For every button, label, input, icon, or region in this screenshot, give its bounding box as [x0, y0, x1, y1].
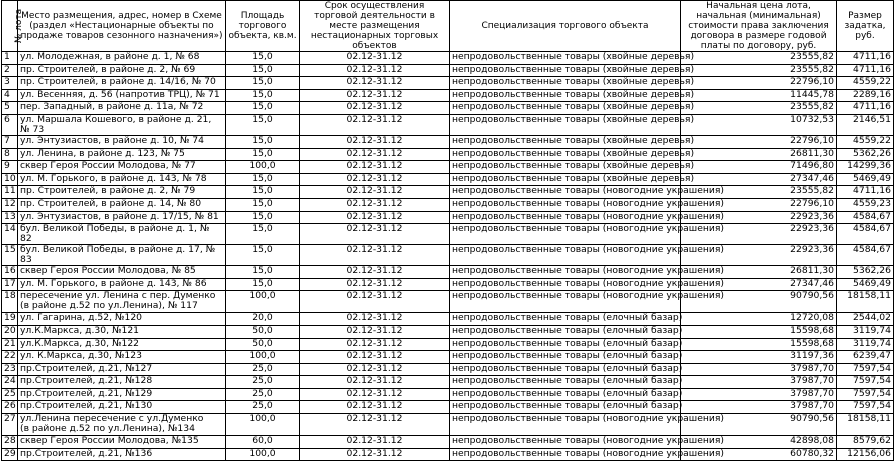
specialization-cell: непродовольственные товары (новогодние украшения) [450, 266, 681, 279]
start-price-cell: 37987,70 [681, 388, 837, 401]
deposit-cell: 2544,02 [837, 313, 894, 326]
specialization-cell: непродовольственные товары (елочный базар) [450, 388, 681, 401]
deposit-cell: 5469,49 [837, 173, 894, 186]
start-price-cell: 26811,30 [681, 148, 837, 161]
area-cell: 15,0 [226, 135, 300, 148]
specialization-cell: непродовольственные товары (новогодние украшения) [450, 278, 681, 291]
start-price-cell: 26811,30 [681, 266, 837, 279]
area-cell: 25,0 [226, 401, 300, 414]
header-start-price: Начальная цена лота, начальная (минимальная) стоимости права заключения договора в размере годовой платы по договору, руб. [681, 1, 837, 52]
start-price-cell: 37987,70 [681, 401, 837, 414]
specialization-cell: непродовольственные товары (новогодние украшения) [450, 186, 681, 199]
address-cell: пр. Строителей, в районе д. 14/16, № 70 [18, 77, 226, 90]
lot-number-cell: 21 [2, 338, 18, 351]
table-row [2, 325, 894, 338]
address-cell: ул. К.Маркса, д.30, №123 [18, 351, 226, 364]
start-price-cell: 31197,36 [681, 351, 837, 364]
start-price-cell: 37987,70 [681, 376, 837, 389]
deposit-cell: 7597,54 [837, 363, 894, 376]
specialization-cell: непродовольственные товары (новогодние украшения) [450, 198, 681, 211]
area-cell: 60,0 [226, 436, 300, 449]
start-price-cell: 60780,32 [681, 448, 837, 461]
table-row [2, 448, 894, 461]
area-cell: 15,0 [226, 52, 300, 65]
deposit-cell: 8579,62 [837, 436, 894, 449]
term-cell: 02.12-31.12 [300, 77, 450, 90]
area-cell: 15,0 [226, 245, 300, 266]
table-row [2, 338, 894, 351]
start-price-cell: 22796,10 [681, 135, 837, 148]
start-price-cell: 22923,36 [681, 211, 837, 224]
area-cell: 50,0 [226, 338, 300, 351]
address-cell: ул. Молодежная, в районе д. 1, № 68 [18, 52, 226, 65]
table-row [2, 313, 894, 326]
lot-number-cell: 13 [2, 211, 18, 224]
address-cell: ул. Весенняя, д. 56 (напротив ТРЦ), № 71 [18, 89, 226, 102]
term-cell: 02.12-31.12 [300, 414, 450, 436]
deposit-cell: 12156,06 [837, 448, 894, 461]
table-row [2, 224, 894, 245]
specialization-cell: непродовольственные товары (хвойные деревья) [450, 135, 681, 148]
start-price-cell: 27347,46 [681, 278, 837, 291]
lot-number-cell: 27 [2, 414, 18, 436]
table-row [2, 278, 894, 291]
start-price-cell: 23555,82 [681, 186, 837, 199]
address-cell: пр.Строителей, д.21, №128 [18, 376, 226, 389]
area-cell: 15,0 [226, 102, 300, 115]
start-price-cell: 12720,08 [681, 313, 837, 326]
table-row [2, 436, 894, 449]
area-cell: 15,0 [226, 186, 300, 199]
deposit-cell: 4584,67 [837, 245, 894, 266]
deposit-cell: 5362,26 [837, 148, 894, 161]
term-cell: 02.12-31.12 [300, 448, 450, 461]
lot-number-cell: 17 [2, 278, 18, 291]
deposit-cell: 4711,16 [837, 102, 894, 115]
table-row [2, 245, 894, 266]
area-cell: 25,0 [226, 376, 300, 389]
address-cell: ул. М. Горького, в районе д. 143, № 78 [18, 173, 226, 186]
term-cell: 02.12-31.12 [300, 325, 450, 338]
deposit-cell: 4584,67 [837, 211, 894, 224]
term-cell: 02.12-31.12 [300, 266, 450, 279]
deposit-cell: 4711,16 [837, 186, 894, 199]
start-price-cell: 90790,56 [681, 291, 837, 313]
area-cell: 100,0 [226, 351, 300, 364]
start-price-cell: 37987,70 [681, 363, 837, 376]
term-cell: 02.12-31.12 [300, 278, 450, 291]
table-row [2, 173, 894, 186]
area-cell: 15,0 [226, 278, 300, 291]
address-cell: бул. Великой Победы, в районе д. 17, № 83 [18, 245, 226, 266]
specialization-cell: непродовольственные товары (елочный базар) [450, 351, 681, 364]
deposit-cell: 4584,67 [837, 224, 894, 245]
table-row [2, 211, 894, 224]
specialization-cell: непродовольственные товары (хвойные деревья) [450, 102, 681, 115]
term-cell: 02.12-31.12 [300, 401, 450, 414]
address-cell: пр.Строителей, д.21, №129 [18, 388, 226, 401]
term-cell: 02.12-31.12 [300, 148, 450, 161]
address-cell: сквер Героя России Молодова, №135 [18, 436, 226, 449]
start-price-cell: 22796,10 [681, 77, 837, 90]
area-cell: 25,0 [226, 363, 300, 376]
area-cell: 100,0 [226, 414, 300, 436]
area-cell: 15,0 [226, 89, 300, 102]
address-cell: ул. Энтузиастов, в районе д. 10, № 74 [18, 135, 226, 148]
term-cell: 02.12-31.12 [300, 291, 450, 313]
deposit-cell: 7597,54 [837, 401, 894, 414]
deposit-cell: 7597,54 [837, 388, 894, 401]
table-row [2, 148, 894, 161]
term-cell: 02.12-31.12 [300, 173, 450, 186]
term-cell: 02.12-31.12 [300, 338, 450, 351]
specialization-cell: непродовольственные товары (новогодние украшения) [450, 414, 681, 436]
table-row [2, 77, 894, 90]
table-row [2, 161, 894, 174]
table-row [2, 388, 894, 401]
deposit-cell: 18158,11 [837, 414, 894, 436]
specialization-cell: непродовольственные товары (новогодние украшения) [450, 245, 681, 266]
specialization-cell: непродовольственные товары (хвойные деревья) [450, 52, 681, 65]
specialization-cell: непродовольственные товары (елочный базар) [450, 338, 681, 351]
lot-number-cell: 11 [2, 186, 18, 199]
specialization-cell: непродовольственные товары (елочный базар) [450, 401, 681, 414]
area-cell: 15,0 [226, 114, 300, 135]
address-cell: ул. Энтузиастов, в районе д. 17/15, № 81 [18, 211, 226, 224]
area-cell: 100,0 [226, 291, 300, 313]
lot-number-cell: 12 [2, 198, 18, 211]
address-cell: ул.Ленина пересечение с ул.Думенко (в районе д.52 по ул.Ленина), №134 [18, 414, 226, 436]
header-row [2, 1, 894, 52]
start-price-cell: 27347,46 [681, 173, 837, 186]
header-lot-number: № лота [2, 1, 18, 52]
table-row [2, 401, 894, 414]
start-price-cell: 15598,68 [681, 325, 837, 338]
deposit-cell: 4559,22 [837, 135, 894, 148]
deposit-cell: 5469,49 [837, 278, 894, 291]
specialization-cell: непродовольственные товары (елочный базар) [450, 313, 681, 326]
deposit-cell: 6239,47 [837, 351, 894, 364]
specialization-cell: непродовольственные товары (новогодние украшения) [450, 436, 681, 449]
lot-number-cell: 5 [2, 102, 18, 115]
term-cell: 02.12-31.12 [300, 388, 450, 401]
term-cell: 02.12-31.12 [300, 351, 450, 364]
specialization-cell: непродовольственные товары (елочный базар) [450, 363, 681, 376]
specialization-cell: непродовольственные товары (хвойные деревья) [450, 148, 681, 161]
table-row [2, 89, 894, 102]
term-cell: 02.12-31.12 [300, 114, 450, 135]
address-cell: ул.К.Маркса, д.30, №121 [18, 325, 226, 338]
deposit-cell: 18158,11 [837, 291, 894, 313]
table-row [2, 266, 894, 279]
specialization-cell: непродовольственные товары (новогодние украшения) [450, 291, 681, 313]
lot-number-cell: 9 [2, 161, 18, 174]
table-row [2, 414, 894, 436]
specialization-cell: непродовольственные товары (хвойные деревья) [450, 64, 681, 77]
term-cell: 02.12-31.12 [300, 224, 450, 245]
address-cell: пр.Строителей, д.21, №127 [18, 363, 226, 376]
lot-number-cell: 10 [2, 173, 18, 186]
lot-number-cell: 3 [2, 77, 18, 90]
start-price-cell: 23555,82 [681, 102, 837, 115]
term-cell: 02.12-31.12 [300, 376, 450, 389]
specialization-cell: непродовольственные товары (хвойные деревья) [450, 173, 681, 186]
area-cell: 20,0 [226, 313, 300, 326]
area-cell: 100,0 [226, 448, 300, 461]
deposit-cell: 4711,16 [837, 64, 894, 77]
lot-number-cell: 8 [2, 148, 18, 161]
address-cell: пер. Западный, в районе д. 11а, № 72 [18, 102, 226, 115]
area-cell: 15,0 [226, 211, 300, 224]
area-cell: 50,0 [226, 325, 300, 338]
start-price-cell: 90790,56 [681, 414, 837, 436]
header-address: Место размещения, адрес, номер в Схеме (раздел «Нестационарные объекты по продаже товаров сезонного назначения») [18, 1, 226, 52]
term-cell: 02.12-31.12 [300, 245, 450, 266]
specialization-cell: непродовольственные товары (новогодние украшения) [450, 448, 681, 461]
address-cell: сквер Героя России Молодова, № 85 [18, 266, 226, 279]
term-cell: 02.12-31.12 [300, 211, 450, 224]
term-cell: 02.12-31.12 [300, 186, 450, 199]
area-cell: 25,0 [226, 388, 300, 401]
address-cell: сквер Героя России Молодова, № 77 [18, 161, 226, 174]
address-cell: ул. М. Горького, в районе д. 143, № 86 [18, 278, 226, 291]
deposit-cell: 3119,74 [837, 325, 894, 338]
start-price-cell: 71496,80 [681, 161, 837, 174]
deposit-cell: 3119,74 [837, 338, 894, 351]
lot-number-cell: 18 [2, 291, 18, 313]
area-cell: 100,0 [226, 161, 300, 174]
table-row [2, 376, 894, 389]
address-cell: пр. Строителей, в районе д. 14, № 80 [18, 198, 226, 211]
address-cell: пересечение ул. Ленина с пер. Думенко (в районе д.52 по ул.Ленина), № 117 [18, 291, 226, 313]
address-cell: бул. Великой Победы, в районе д. 1, № 82 [18, 224, 226, 245]
address-cell: пр. Строителей, в районе д. 2, № 69 [18, 64, 226, 77]
area-cell: 15,0 [226, 266, 300, 279]
address-cell: ул. Гагарина, д.52, №120 [18, 313, 226, 326]
area-cell: 15,0 [226, 77, 300, 90]
lot-number-cell: 23 [2, 363, 18, 376]
table-row [2, 363, 894, 376]
term-cell: 02.12-31.12 [300, 64, 450, 77]
lot-number-cell: 22 [2, 351, 18, 364]
start-price-cell: 23555,82 [681, 52, 837, 65]
area-cell: 15,0 [226, 224, 300, 245]
start-price-cell: 23555,82 [681, 64, 837, 77]
deposit-cell: 4559,23 [837, 198, 894, 211]
deposit-cell: 2146,51 [837, 114, 894, 135]
start-price-cell: 22923,36 [681, 245, 837, 266]
lot-number-cell: 26 [2, 401, 18, 414]
start-price-cell: 15598,68 [681, 338, 837, 351]
specialization-cell: непродовольственные товары (хвойные деревья) [450, 89, 681, 102]
term-cell: 02.12-31.12 [300, 52, 450, 65]
start-price-cell: 42898,08 [681, 436, 837, 449]
table-row [2, 114, 894, 135]
header-deposit: Размер задатка, руб. [837, 1, 894, 52]
specialization-cell: непродовольственные товары (хвойные деревья) [450, 77, 681, 90]
lot-number-cell: 7 [2, 135, 18, 148]
lot-number-cell: 29 [2, 448, 18, 461]
term-cell: 02.12-31.12 [300, 436, 450, 449]
term-cell: 02.12-31.12 [300, 313, 450, 326]
address-cell: ул. Ленина, в районе д. 123, № 75 [18, 148, 226, 161]
area-cell: 15,0 [226, 173, 300, 186]
lot-number-cell: 4 [2, 89, 18, 102]
specialization-cell: непродовольственные товары (новогодние украшения) [450, 224, 681, 245]
specialization-cell: непродовольственные товары (новогодние украшения) [450, 211, 681, 224]
deposit-cell: 4559,22 [837, 77, 894, 90]
lot-number-cell: 14 [2, 224, 18, 245]
header-term: Срок осуществления торговой деятельности в месте размещения нестационарных торговых объектов [300, 1, 450, 52]
table-row [2, 186, 894, 199]
term-cell: 02.12-31.12 [300, 89, 450, 102]
term-cell: 02.12-31.12 [300, 135, 450, 148]
area-cell: 15,0 [226, 198, 300, 211]
lot-number-cell: 28 [2, 436, 18, 449]
table-row [2, 135, 894, 148]
address-cell: пр. Строителей, в районе д. 2, № 79 [18, 186, 226, 199]
header-area: Площадь торгового объекта, кв.м. [226, 1, 300, 52]
start-price-cell: 11445,78 [681, 89, 837, 102]
deposit-cell: 4711,16 [837, 52, 894, 65]
address-cell: ул.К.Маркса, д.30, №122 [18, 338, 226, 351]
table-row [2, 52, 894, 65]
header-specialization: Специализация торгового объекта [450, 1, 681, 52]
deposit-cell: 14299,36 [837, 161, 894, 174]
specialization-cell: непродовольственные товары (хвойные деревья) [450, 114, 681, 135]
deposit-cell: 2289,16 [837, 89, 894, 102]
lots-table [1, 0, 894, 461]
area-cell: 15,0 [226, 64, 300, 77]
address-cell: ул. Маршала Кошевого, в районе д. 21, № 73 [18, 114, 226, 135]
deposit-cell: 7597,54 [837, 376, 894, 389]
term-cell: 02.12-31.12 [300, 102, 450, 115]
specialization-cell: непродовольственные товары (елочный базар) [450, 376, 681, 389]
start-price-cell: 22796,10 [681, 198, 837, 211]
lot-number-cell: 6 [2, 114, 18, 135]
lot-number-cell: 1 [2, 52, 18, 65]
lot-number-cell: 16 [2, 266, 18, 279]
specialization-cell: непродовольственные товары (хвойные деревья) [450, 161, 681, 174]
lot-number-cell: 19 [2, 313, 18, 326]
lot-number-cell: 25 [2, 388, 18, 401]
area-cell: 15,0 [226, 148, 300, 161]
deposit-cell: 5362,26 [837, 266, 894, 279]
lot-number-cell: 20 [2, 325, 18, 338]
start-price-cell: 22923,36 [681, 224, 837, 245]
table-row [2, 291, 894, 313]
term-cell: 02.12-31.12 [300, 198, 450, 211]
lot-number-cell: 15 [2, 245, 18, 266]
specialization-cell: непродовольственные товары (елочный базар) [450, 325, 681, 338]
term-cell: 02.12-31.12 [300, 363, 450, 376]
table-row [2, 102, 894, 115]
table-row [2, 64, 894, 77]
table-row [2, 198, 894, 211]
term-cell: 02.12-31.12 [300, 161, 450, 174]
table-row [2, 351, 894, 364]
address-cell: пр.Строителей, д.21, №136 [18, 448, 226, 461]
lot-number-cell: 24 [2, 376, 18, 389]
start-price-cell: 10732,53 [681, 114, 837, 135]
lot-number-cell: 2 [2, 64, 18, 77]
address-cell: пр.Строителей, д.21, №130 [18, 401, 226, 414]
